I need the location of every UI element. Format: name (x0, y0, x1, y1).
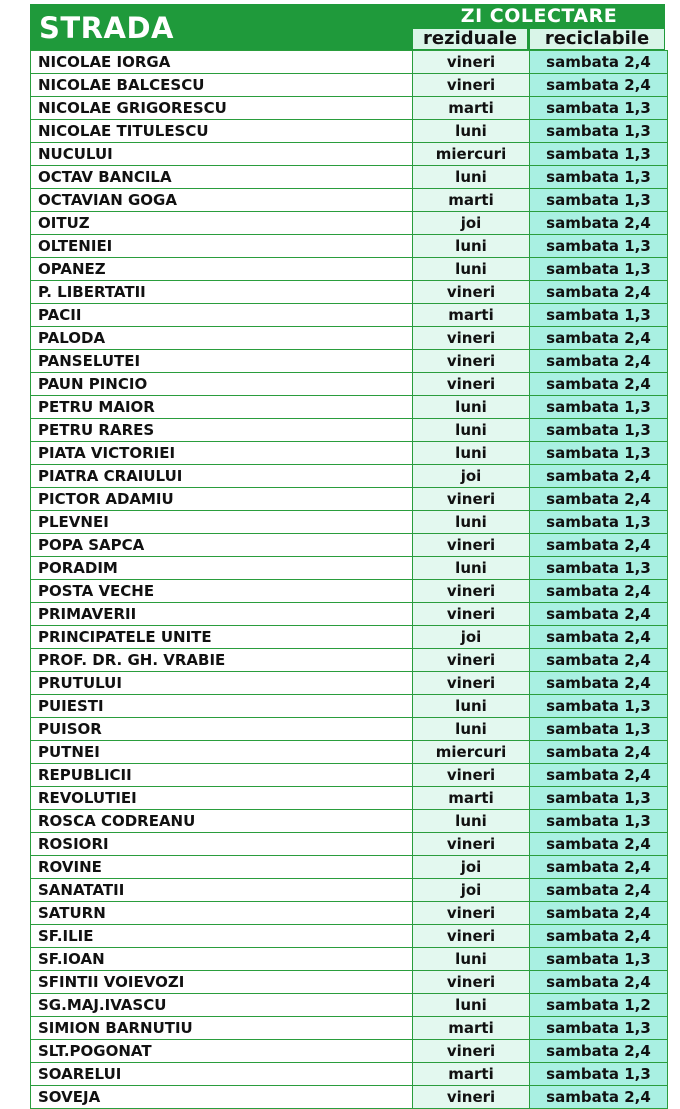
reciclabile-cell: sambata 1,3 (530, 1017, 668, 1040)
reciclabile-cell: sambata 2,4 (530, 51, 668, 74)
street-cell: PRINCIPATELE UNITE (31, 626, 413, 649)
street-cell: PICTOR ADAMIU (31, 488, 413, 511)
reziduale-cell: marti (413, 304, 530, 327)
table-row (31, 143, 668, 166)
reziduale-cell: vineri (413, 74, 530, 97)
reciclabile-cell: sambata 2,4 (530, 902, 668, 925)
table-row (31, 51, 668, 74)
reciclabile-cell: sambata 2,4 (530, 971, 668, 994)
reciclabile-cell: sambata 1,3 (530, 787, 668, 810)
reziduale-cell: luni (413, 511, 530, 534)
reziduale-cell: vineri (413, 373, 530, 396)
table-row (31, 327, 668, 350)
reziduale-cell: miercuri (413, 143, 530, 166)
table-row (31, 718, 668, 741)
reziduale-cell: luni (413, 166, 530, 189)
street-cell: PRIMAVERII (31, 603, 413, 626)
street-cell: PUISOR (31, 718, 413, 741)
table-row (31, 948, 668, 971)
table-row (31, 166, 668, 189)
table-row (31, 1063, 668, 1086)
reziduale-cell: vineri (413, 350, 530, 373)
reziduale-cell: vineri (413, 1040, 530, 1063)
reziduale-cell: vineri (413, 833, 530, 856)
reziduale-cell: vineri (413, 603, 530, 626)
street-cell: POPA SAPCA (31, 534, 413, 557)
reziduale-cell: vineri (413, 672, 530, 695)
reciclabile-cell: sambata 1,3 (530, 1063, 668, 1086)
reziduale-cell: luni (413, 557, 530, 580)
table-row (31, 994, 668, 1017)
table-row (31, 396, 668, 419)
street-cell: SANATATII (31, 879, 413, 902)
reziduale-cell: joi (413, 879, 530, 902)
reciclabile-cell: sambata 2,4 (530, 74, 668, 97)
street-cell: NICOLAE IORGA (31, 51, 413, 74)
street-cell: PLEVNEI (31, 511, 413, 534)
table-row (31, 626, 668, 649)
street-cell: ROVINE (31, 856, 413, 879)
reciclabile-cell: sambata 1,3 (530, 511, 668, 534)
table-row (31, 235, 668, 258)
reziduale-cell: vineri (413, 534, 530, 557)
reziduale-cell: luni (413, 258, 530, 281)
street-cell: PORADIM (31, 557, 413, 580)
reciclabile-cell: sambata 2,4 (530, 741, 668, 764)
table-row (31, 212, 668, 235)
table-row (31, 695, 668, 718)
table-row (31, 925, 668, 948)
table-row (31, 1086, 668, 1109)
reziduale-cell: luni (413, 948, 530, 971)
reciclabile-cell: sambata 2,4 (530, 672, 668, 695)
street-cell: OLTENIEI (31, 235, 413, 258)
street-cell: PANSELUTEI (31, 350, 413, 373)
reciclabile-cell: sambata 1,3 (530, 97, 668, 120)
reciclabile-cell: sambata 2,4 (530, 281, 668, 304)
reziduale-cell: vineri (413, 580, 530, 603)
table-row (31, 258, 668, 281)
street-cell: SF.IOAN (31, 948, 413, 971)
table-row (31, 534, 668, 557)
zi-colectare-header: ZI COLECTARE (460, 5, 618, 27)
reziduale-cell: joi (413, 212, 530, 235)
table-row (31, 1040, 668, 1063)
reciclabile-cell: sambata 1,2 (530, 994, 668, 1017)
street-cell: OCTAV BANCILA (31, 166, 413, 189)
street-cell: SIMION BARNUTIU (31, 1017, 413, 1040)
reziduale-cell: marti (413, 189, 530, 212)
reciclabile-cell: sambata 1,3 (530, 143, 668, 166)
table-row (31, 856, 668, 879)
table-row (31, 580, 668, 603)
table-row (31, 511, 668, 534)
reziduale-cell: vineri (413, 51, 530, 74)
reziduale-cell: miercuri (413, 741, 530, 764)
street-cell: PRUTULUI (31, 672, 413, 695)
reziduale-cell: marti (413, 1017, 530, 1040)
table-row (31, 120, 668, 143)
street-cell: PETRU MAIOR (31, 396, 413, 419)
street-cell: OCTAVIAN GOGA (31, 189, 413, 212)
street-cell: PETRU RARES (31, 419, 413, 442)
table-row (31, 879, 668, 902)
reziduale-cell: luni (413, 419, 530, 442)
reciclabile-cell: sambata 1,3 (530, 166, 668, 189)
reziduale-cell: marti (413, 1063, 530, 1086)
street-cell: SOVEJA (31, 1086, 413, 1109)
table-row (31, 971, 668, 994)
table-row (31, 603, 668, 626)
street-cell: NUCULUI (31, 143, 413, 166)
table-row (31, 465, 668, 488)
table-row (31, 741, 668, 764)
reziduale-cell: luni (413, 396, 530, 419)
reziduale-cell: vineri (413, 925, 530, 948)
street-cell: PACII (31, 304, 413, 327)
reciclabile-cell: sambata 1,3 (530, 235, 668, 258)
reziduale-cell: luni (413, 718, 530, 741)
reziduale-cell: joi (413, 465, 530, 488)
street-cell: PAUN PINCIO (31, 373, 413, 396)
reciclabile-cell: sambata 2,4 (530, 373, 668, 396)
reziduale-cell: marti (413, 97, 530, 120)
table-row (31, 833, 668, 856)
reziduale-cell: luni (413, 442, 530, 465)
table-row (31, 189, 668, 212)
reziduale-cell: vineri (413, 1086, 530, 1109)
street-cell: PALODA (31, 327, 413, 350)
reciclabile-cell: sambata 2,4 (530, 350, 668, 373)
reciclabile-cell: sambata 2,4 (530, 1040, 668, 1063)
reciclabile-cell: sambata 2,4 (530, 833, 668, 856)
reciclabile-cell: sambata 2,4 (530, 327, 668, 350)
reciclabile-cell: sambata 1,3 (530, 557, 668, 580)
table-row (31, 419, 668, 442)
reciclabile-cell: sambata 1,3 (530, 120, 668, 143)
reziduale-cell: vineri (413, 764, 530, 787)
reciclabile-cell: sambata 2,4 (530, 764, 668, 787)
reciclabile-cell: sambata 2,4 (530, 465, 668, 488)
reziduale-header: reziduale (413, 29, 527, 49)
reciclabile-cell: sambata 1,3 (530, 810, 668, 833)
reziduale-cell: marti (413, 787, 530, 810)
table-row (31, 350, 668, 373)
reciclabile-cell: sambata 1,3 (530, 442, 668, 465)
table-row (31, 649, 668, 672)
street-cell: P. LIBERTATII (31, 281, 413, 304)
reciclabile-cell: sambata 2,4 (530, 603, 668, 626)
reciclabile-cell: sambata 1,3 (530, 695, 668, 718)
reciclabile-cell: sambata 1,3 (530, 419, 668, 442)
street-cell: OPANEZ (31, 258, 413, 281)
street-cell: PROF. DR. GH. VRABIE (31, 649, 413, 672)
table-header (30, 4, 665, 50)
table-row (31, 764, 668, 787)
reziduale-cell: vineri (413, 488, 530, 511)
strada-header: STRADA (39, 11, 174, 45)
street-cell: NICOLAE GRIGORESCU (31, 97, 413, 120)
reciclabile-cell: sambata 1,3 (530, 189, 668, 212)
reziduale-cell: vineri (413, 649, 530, 672)
reciclabile-cell: sambata 2,4 (530, 212, 668, 235)
street-cell: PIATA VICTORIEI (31, 442, 413, 465)
table-row (31, 672, 668, 695)
reziduale-cell: vineri (413, 971, 530, 994)
table-row (31, 557, 668, 580)
table-row (31, 787, 668, 810)
street-cell: NICOLAE TITULESCU (31, 120, 413, 143)
reziduale-cell: luni (413, 235, 530, 258)
reciclabile-cell: sambata 1,3 (530, 948, 668, 971)
street-cell: PUIESTI (31, 695, 413, 718)
reciclabile-cell: sambata 1,3 (530, 396, 668, 419)
table-row (31, 304, 668, 327)
reziduale-cell: luni (413, 810, 530, 833)
reciclabile-cell: sambata 2,4 (530, 488, 668, 511)
table-row (31, 373, 668, 396)
reciclabile-cell: sambata 1,3 (530, 304, 668, 327)
street-cell: POSTA VECHE (31, 580, 413, 603)
reciclabile-cell: sambata 2,4 (530, 626, 668, 649)
reciclabile-cell: sambata 2,4 (530, 649, 668, 672)
street-cell: SATURN (31, 902, 413, 925)
street-cell: SF.ILIE (31, 925, 413, 948)
table-row (31, 1017, 668, 1040)
reziduale-cell: joi (413, 856, 530, 879)
reziduale-cell: luni (413, 994, 530, 1017)
reziduale-cell: vineri (413, 327, 530, 350)
reziduale-cell: luni (413, 695, 530, 718)
street-cell: REVOLUTIEI (31, 787, 413, 810)
street-cell: SOARELUI (31, 1063, 413, 1086)
table-row (31, 488, 668, 511)
table-row (31, 97, 668, 120)
reciclabile-cell: sambata 1,3 (530, 258, 668, 281)
street-cell: ROSCA CODREANU (31, 810, 413, 833)
reciclabile-cell: sambata 2,4 (530, 1086, 668, 1109)
schedule-body (30, 50, 668, 1109)
reciclabile-cell: sambata 2,4 (530, 856, 668, 879)
street-cell: ROSIORI (31, 833, 413, 856)
street-cell: PIATRA CRAIULUI (31, 465, 413, 488)
street-cell: NICOLAE BALCESCU (31, 74, 413, 97)
reciclabile-cell: sambata 1,3 (530, 718, 668, 741)
table-row (31, 810, 668, 833)
reziduale-cell: joi (413, 626, 530, 649)
street-cell: SFINTII VOIEVOZI (31, 971, 413, 994)
table-row (31, 281, 668, 304)
street-cell: SG.MAJ.IVASCU (31, 994, 413, 1017)
reziduale-cell: vineri (413, 902, 530, 925)
table-row (31, 74, 668, 97)
reciclabile-cell: sambata 2,4 (530, 879, 668, 902)
table-row (31, 902, 668, 925)
reciclabile-cell: sambata 2,4 (530, 925, 668, 948)
collection-schedule-table (30, 4, 665, 1106)
reciclabile-cell: sambata 2,4 (530, 534, 668, 557)
reciclabile-cell: sambata 2,4 (530, 580, 668, 603)
street-cell: PUTNEI (31, 741, 413, 764)
reciclabile-header: reciclabile (530, 29, 664, 49)
table-row (31, 442, 668, 465)
street-cell: SLT.POGONAT (31, 1040, 413, 1063)
reziduale-cell: vineri (413, 281, 530, 304)
reziduale-cell: luni (413, 120, 530, 143)
street-cell: REPUBLICII (31, 764, 413, 787)
street-cell: OITUZ (31, 212, 413, 235)
